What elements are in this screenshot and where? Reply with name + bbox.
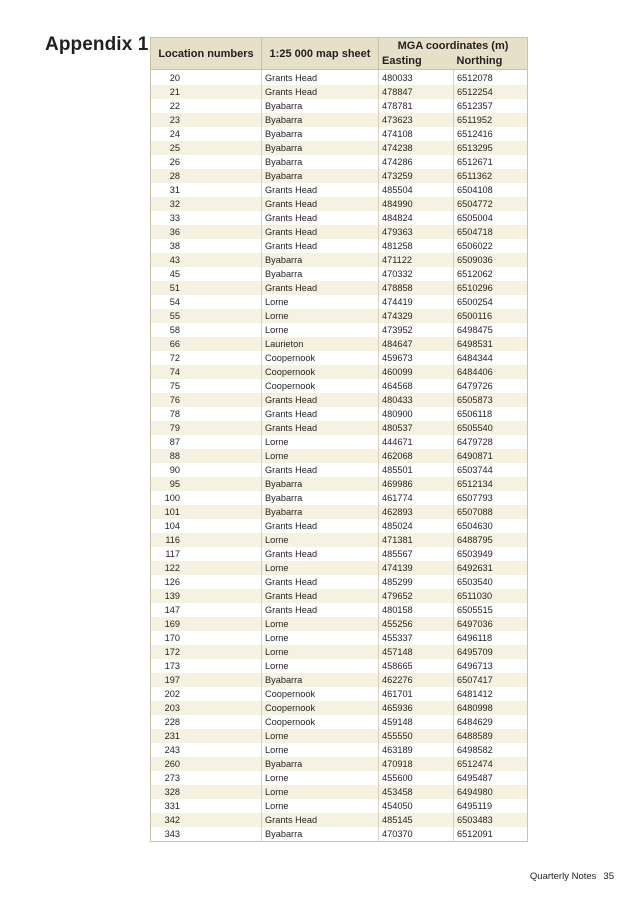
map-sheet-cell: Byabarra bbox=[262, 141, 379, 155]
table-row bbox=[151, 253, 528, 267]
map-sheet-cell: Byabarra bbox=[262, 113, 379, 127]
easting-cell: 470370 bbox=[379, 827, 454, 842]
northing-cell: 6503949 bbox=[454, 547, 528, 561]
header-northing: Northing bbox=[454, 54, 528, 70]
location-number-cell: 21 bbox=[151, 85, 262, 99]
northing-cell: 6503744 bbox=[454, 463, 528, 477]
table-row bbox=[151, 449, 528, 463]
easting-cell: 484824 bbox=[379, 211, 454, 225]
map-sheet-cell: Grants Head bbox=[262, 421, 379, 435]
northing-cell: 6498582 bbox=[454, 743, 528, 757]
location-number-cell: 243 bbox=[151, 743, 262, 757]
table-row bbox=[151, 715, 528, 729]
northing-cell: 6490871 bbox=[454, 449, 528, 463]
easting-cell: 478858 bbox=[379, 281, 454, 295]
table-row bbox=[151, 645, 528, 659]
map-sheet-cell: Grants Head bbox=[262, 183, 379, 197]
easting-cell: 455337 bbox=[379, 631, 454, 645]
easting-cell: 455600 bbox=[379, 771, 454, 785]
easting-cell: 460099 bbox=[379, 365, 454, 379]
table-body bbox=[151, 70, 528, 842]
map-sheet-cell: Byabarra bbox=[262, 491, 379, 505]
easting-cell: 474286 bbox=[379, 155, 454, 169]
easting-cell: 444671 bbox=[379, 435, 454, 449]
table-row bbox=[151, 141, 528, 155]
location-number-cell: 343 bbox=[151, 827, 262, 842]
northing-cell: 6488795 bbox=[454, 533, 528, 547]
location-number-cell: 43 bbox=[151, 253, 262, 267]
northing-cell: 6500254 bbox=[454, 295, 528, 309]
location-number-cell: 32 bbox=[151, 197, 262, 211]
map-sheet-cell: Coopernook bbox=[262, 687, 379, 701]
table-row bbox=[151, 295, 528, 309]
map-sheet-cell: Byabarra bbox=[262, 169, 379, 183]
map-sheet-cell: Lorne bbox=[262, 295, 379, 309]
map-sheet-cell: Grants Head bbox=[262, 603, 379, 617]
easting-cell: 459673 bbox=[379, 351, 454, 365]
map-sheet-cell: Lorne bbox=[262, 631, 379, 645]
table-row bbox=[151, 701, 528, 715]
easting-cell: 464568 bbox=[379, 379, 454, 393]
easting-cell: 474108 bbox=[379, 127, 454, 141]
table-row bbox=[151, 407, 528, 421]
map-sheet-cell: Grants Head bbox=[262, 197, 379, 211]
table-row bbox=[151, 225, 528, 239]
northing-cell: 6512254 bbox=[454, 85, 528, 99]
location-number-cell: 36 bbox=[151, 225, 262, 239]
northing-cell: 6509036 bbox=[454, 253, 528, 267]
table-row bbox=[151, 435, 528, 449]
easting-cell: 485567 bbox=[379, 547, 454, 561]
table-row bbox=[151, 561, 528, 575]
location-number-cell: 55 bbox=[151, 309, 262, 323]
map-sheet-cell: Lorne bbox=[262, 309, 379, 323]
easting-cell: 479363 bbox=[379, 225, 454, 239]
northing-cell: 6495119 bbox=[454, 799, 528, 813]
easting-cell: 455256 bbox=[379, 617, 454, 631]
location-number-cell: 169 bbox=[151, 617, 262, 631]
northing-cell: 6512357 bbox=[454, 99, 528, 113]
northing-cell: 6512416 bbox=[454, 127, 528, 141]
map-sheet-cell: Grants Head bbox=[262, 589, 379, 603]
table-row bbox=[151, 309, 528, 323]
northing-cell: 6507793 bbox=[454, 491, 528, 505]
table-row bbox=[151, 547, 528, 561]
location-number-cell: 72 bbox=[151, 351, 262, 365]
location-number-cell: 116 bbox=[151, 533, 262, 547]
easting-cell: 474139 bbox=[379, 561, 454, 575]
table-row bbox=[151, 70, 528, 86]
location-number-cell: 75 bbox=[151, 379, 262, 393]
map-sheet-cell: Grants Head bbox=[262, 225, 379, 239]
header-easting: Easting bbox=[379, 54, 454, 70]
northing-cell: 6480998 bbox=[454, 701, 528, 715]
map-sheet-cell: Byabarra bbox=[262, 127, 379, 141]
northing-cell: 6495709 bbox=[454, 645, 528, 659]
easting-cell: 474238 bbox=[379, 141, 454, 155]
northing-cell: 6510296 bbox=[454, 281, 528, 295]
map-sheet-cell: Grants Head bbox=[262, 211, 379, 225]
easting-cell: 480158 bbox=[379, 603, 454, 617]
location-number-cell: 328 bbox=[151, 785, 262, 799]
map-sheet-cell: Laurieton bbox=[262, 337, 379, 351]
location-number-cell: 126 bbox=[151, 575, 262, 589]
northing-cell: 6513295 bbox=[454, 141, 528, 155]
table-row bbox=[151, 379, 528, 393]
location-number-cell: 74 bbox=[151, 365, 262, 379]
table-row bbox=[151, 743, 528, 757]
map-sheet-cell: Grants Head bbox=[262, 393, 379, 407]
easting-cell: 484647 bbox=[379, 337, 454, 351]
northing-cell: 6507417 bbox=[454, 673, 528, 687]
table-row bbox=[151, 463, 528, 477]
header-mga-coordinates: MGA coordinates (m) bbox=[379, 38, 528, 54]
map-sheet-cell: Grants Head bbox=[262, 407, 379, 421]
location-number-cell: 260 bbox=[151, 757, 262, 771]
location-number-cell: 20 bbox=[151, 70, 262, 86]
map-sheet-cell: Lorne bbox=[262, 449, 379, 463]
location-number-cell: 170 bbox=[151, 631, 262, 645]
header-location-numbers: Location numbers bbox=[151, 38, 262, 70]
map-sheet-cell: Byabarra bbox=[262, 267, 379, 281]
page-footer bbox=[530, 871, 614, 882]
location-number-cell: 90 bbox=[151, 463, 262, 477]
map-sheet-cell: Coopernook bbox=[262, 715, 379, 729]
table-row bbox=[151, 393, 528, 407]
easting-cell: 457148 bbox=[379, 645, 454, 659]
northing-cell: 6484629 bbox=[454, 715, 528, 729]
location-number-cell: 331 bbox=[151, 799, 262, 813]
location-number-cell: 228 bbox=[151, 715, 262, 729]
easting-cell: 473623 bbox=[379, 113, 454, 127]
location-number-cell: 28 bbox=[151, 169, 262, 183]
easting-cell: 473259 bbox=[379, 169, 454, 183]
table-row bbox=[151, 519, 528, 533]
table-row bbox=[151, 799, 528, 813]
easting-cell: 485145 bbox=[379, 813, 454, 827]
table-row bbox=[151, 589, 528, 603]
northing-cell: 6505873 bbox=[454, 393, 528, 407]
header-map-sheet: 1:25 000 map sheet bbox=[262, 38, 379, 70]
location-number-cell: 38 bbox=[151, 239, 262, 253]
table-row bbox=[151, 183, 528, 197]
location-number-cell: 104 bbox=[151, 519, 262, 533]
easting-cell: 485501 bbox=[379, 463, 454, 477]
table-row bbox=[151, 491, 528, 505]
location-number-cell: 88 bbox=[151, 449, 262, 463]
table-row bbox=[151, 155, 528, 169]
easting-cell: 455550 bbox=[379, 729, 454, 743]
location-number-cell: 45 bbox=[151, 267, 262, 281]
northing-cell: 6504108 bbox=[454, 183, 528, 197]
table-row bbox=[151, 323, 528, 337]
table-row bbox=[151, 351, 528, 365]
northing-cell: 6492631 bbox=[454, 561, 528, 575]
northing-cell: 6484344 bbox=[454, 351, 528, 365]
map-sheet-cell: Coopernook bbox=[262, 351, 379, 365]
location-number-cell: 173 bbox=[151, 659, 262, 673]
page-number: 35 bbox=[603, 871, 614, 882]
easting-cell: 462068 bbox=[379, 449, 454, 463]
easting-cell: 474329 bbox=[379, 309, 454, 323]
map-sheet-cell: Lorne bbox=[262, 729, 379, 743]
northing-cell: 6500116 bbox=[454, 309, 528, 323]
location-number-cell: 31 bbox=[151, 183, 262, 197]
northing-cell: 6512062 bbox=[454, 267, 528, 281]
table-row bbox=[151, 267, 528, 281]
northing-cell: 6507088 bbox=[454, 505, 528, 519]
northing-cell: 6506118 bbox=[454, 407, 528, 421]
easting-cell: 469986 bbox=[379, 477, 454, 491]
table-row bbox=[151, 127, 528, 141]
location-number-cell: 25 bbox=[151, 141, 262, 155]
table-row bbox=[151, 757, 528, 771]
map-sheet-cell: Lorne bbox=[262, 435, 379, 449]
map-sheet-cell: Byabarra bbox=[262, 253, 379, 267]
location-number-cell: 24 bbox=[151, 127, 262, 141]
map-sheet-cell: Grants Head bbox=[262, 547, 379, 561]
location-number-cell: 122 bbox=[151, 561, 262, 575]
easting-cell: 480537 bbox=[379, 421, 454, 435]
easting-cell: 471122 bbox=[379, 253, 454, 267]
easting-cell: 478781 bbox=[379, 99, 454, 113]
easting-cell: 461774 bbox=[379, 491, 454, 505]
northing-cell: 6505515 bbox=[454, 603, 528, 617]
northing-cell: 6511030 bbox=[454, 589, 528, 603]
location-number-cell: 139 bbox=[151, 589, 262, 603]
northing-cell: 6481412 bbox=[454, 687, 528, 701]
northing-cell: 6503540 bbox=[454, 575, 528, 589]
location-number-cell: 231 bbox=[151, 729, 262, 743]
northing-cell: 6511362 bbox=[454, 169, 528, 183]
location-number-cell: 26 bbox=[151, 155, 262, 169]
table-row bbox=[151, 281, 528, 295]
northing-cell: 6512078 bbox=[454, 70, 528, 86]
easting-cell: 462893 bbox=[379, 505, 454, 519]
northing-cell: 6498531 bbox=[454, 337, 528, 351]
northing-cell: 6484406 bbox=[454, 365, 528, 379]
easting-cell: 485504 bbox=[379, 183, 454, 197]
northing-cell: 6505004 bbox=[454, 211, 528, 225]
location-number-cell: 117 bbox=[151, 547, 262, 561]
page-title: Appendix 1 bbox=[45, 34, 149, 55]
easting-cell: 473952 bbox=[379, 323, 454, 337]
location-number-cell: 22 bbox=[151, 99, 262, 113]
easting-cell: 461701 bbox=[379, 687, 454, 701]
map-sheet-cell: Byabarra bbox=[262, 477, 379, 491]
location-number-cell: 79 bbox=[151, 421, 262, 435]
location-number-cell: 58 bbox=[151, 323, 262, 337]
table-row bbox=[151, 785, 528, 799]
location-number-cell: 76 bbox=[151, 393, 262, 407]
location-number-cell: 87 bbox=[151, 435, 262, 449]
map-sheet-cell: Coopernook bbox=[262, 701, 379, 715]
map-sheet-cell: Lorne bbox=[262, 533, 379, 547]
northing-cell: 6504630 bbox=[454, 519, 528, 533]
easting-cell: 470918 bbox=[379, 757, 454, 771]
table-row bbox=[151, 365, 528, 379]
northing-cell: 6496713 bbox=[454, 659, 528, 673]
easting-cell: 458665 bbox=[379, 659, 454, 673]
table-row bbox=[151, 533, 528, 547]
location-coordinates-table bbox=[150, 37, 528, 842]
easting-cell: 459148 bbox=[379, 715, 454, 729]
map-sheet-cell: Coopernook bbox=[262, 365, 379, 379]
location-number-cell: 66 bbox=[151, 337, 262, 351]
table-row bbox=[151, 575, 528, 589]
northing-cell: 6506022 bbox=[454, 239, 528, 253]
table-row bbox=[151, 337, 528, 351]
location-number-cell: 197 bbox=[151, 673, 262, 687]
table-row bbox=[151, 211, 528, 225]
map-sheet-cell: Byabarra bbox=[262, 505, 379, 519]
location-number-cell: 202 bbox=[151, 687, 262, 701]
table-row bbox=[151, 197, 528, 211]
location-number-cell: 100 bbox=[151, 491, 262, 505]
northing-cell: 6503483 bbox=[454, 813, 528, 827]
map-sheet-cell: Grants Head bbox=[262, 70, 379, 86]
table-row bbox=[151, 603, 528, 617]
northing-cell: 6512671 bbox=[454, 155, 528, 169]
location-number-cell: 147 bbox=[151, 603, 262, 617]
location-number-cell: 54 bbox=[151, 295, 262, 309]
location-number-cell: 51 bbox=[151, 281, 262, 295]
easting-cell: 480433 bbox=[379, 393, 454, 407]
easting-cell: 453458 bbox=[379, 785, 454, 799]
table-row bbox=[151, 687, 528, 701]
map-sheet-cell: Lorne bbox=[262, 799, 379, 813]
table-row bbox=[151, 421, 528, 435]
easting-cell: 463189 bbox=[379, 743, 454, 757]
map-sheet-cell: Lorne bbox=[262, 561, 379, 575]
map-sheet-cell: Grants Head bbox=[262, 281, 379, 295]
northing-cell: 6504718 bbox=[454, 225, 528, 239]
map-sheet-cell: Grants Head bbox=[262, 813, 379, 827]
map-sheet-cell: Coopernook bbox=[262, 379, 379, 393]
map-sheet-cell: Grants Head bbox=[262, 85, 379, 99]
table-row bbox=[151, 617, 528, 631]
location-number-cell: 203 bbox=[151, 701, 262, 715]
map-sheet-cell: Lorne bbox=[262, 743, 379, 757]
location-number-cell: 273 bbox=[151, 771, 262, 785]
easting-cell: 454050 bbox=[379, 799, 454, 813]
northing-cell: 6498475 bbox=[454, 323, 528, 337]
easting-cell: 485024 bbox=[379, 519, 454, 533]
table-row bbox=[151, 729, 528, 743]
easting-cell: 478847 bbox=[379, 85, 454, 99]
location-number-cell: 23 bbox=[151, 113, 262, 127]
map-sheet-cell: Grants Head bbox=[262, 463, 379, 477]
easting-cell: 485299 bbox=[379, 575, 454, 589]
northing-cell: 6479728 bbox=[454, 435, 528, 449]
table-row bbox=[151, 659, 528, 673]
easting-cell: 480900 bbox=[379, 407, 454, 421]
map-sheet-cell: Byabarra bbox=[262, 757, 379, 771]
table-row bbox=[151, 113, 528, 127]
easting-cell: 481258 bbox=[379, 239, 454, 253]
northing-cell: 6479726 bbox=[454, 379, 528, 393]
northing-cell: 6512091 bbox=[454, 827, 528, 842]
location-number-cell: 342 bbox=[151, 813, 262, 827]
northing-cell: 6504772 bbox=[454, 197, 528, 211]
table-row bbox=[151, 673, 528, 687]
table-row bbox=[151, 169, 528, 183]
easting-cell: 484990 bbox=[379, 197, 454, 211]
table-row bbox=[151, 813, 528, 827]
map-sheet-cell: Grants Head bbox=[262, 519, 379, 533]
northing-cell: 6488589 bbox=[454, 729, 528, 743]
northing-cell: 6511952 bbox=[454, 113, 528, 127]
table-row bbox=[151, 85, 528, 99]
easting-cell: 462276 bbox=[379, 673, 454, 687]
map-sheet-cell: Lorne bbox=[262, 645, 379, 659]
map-sheet-cell: Byabarra bbox=[262, 155, 379, 169]
easting-cell: 480033 bbox=[379, 70, 454, 86]
location-number-cell: 172 bbox=[151, 645, 262, 659]
footer-publication: Quarterly Notes bbox=[529, 871, 597, 882]
map-sheet-cell: Lorne bbox=[262, 323, 379, 337]
table-row bbox=[151, 827, 528, 842]
map-sheet-cell: Lorne bbox=[262, 785, 379, 799]
northing-cell: 6497036 bbox=[454, 617, 528, 631]
map-sheet-cell: Lorne bbox=[262, 617, 379, 631]
northing-cell: 6496118 bbox=[454, 631, 528, 645]
table-row bbox=[151, 239, 528, 253]
table-row bbox=[151, 771, 528, 785]
map-sheet-cell: Byabarra bbox=[262, 99, 379, 113]
easting-cell: 471381 bbox=[379, 533, 454, 547]
easting-cell: 465936 bbox=[379, 701, 454, 715]
map-sheet-cell: Byabarra bbox=[262, 673, 379, 687]
northing-cell: 6512134 bbox=[454, 477, 528, 491]
easting-cell: 479652 bbox=[379, 589, 454, 603]
map-sheet-cell: Grants Head bbox=[262, 239, 379, 253]
map-sheet-cell: Byabarra bbox=[262, 827, 379, 842]
table-row bbox=[151, 477, 528, 491]
easting-cell: 470332 bbox=[379, 267, 454, 281]
table-row bbox=[151, 631, 528, 645]
northing-cell: 6494980 bbox=[454, 785, 528, 799]
table-row bbox=[151, 505, 528, 519]
location-number-cell: 101 bbox=[151, 505, 262, 519]
northing-cell: 6505540 bbox=[454, 421, 528, 435]
table-row bbox=[151, 99, 528, 113]
location-number-cell: 33 bbox=[151, 211, 262, 225]
northing-cell: 6495487 bbox=[454, 771, 528, 785]
map-sheet-cell: Lorne bbox=[262, 659, 379, 673]
map-sheet-cell: Lorne bbox=[262, 771, 379, 785]
location-number-cell: 78 bbox=[151, 407, 262, 421]
map-sheet-cell: Grants Head bbox=[262, 575, 379, 589]
easting-cell: 474419 bbox=[379, 295, 454, 309]
location-number-cell: 95 bbox=[151, 477, 262, 491]
northing-cell: 6512474 bbox=[454, 757, 528, 771]
